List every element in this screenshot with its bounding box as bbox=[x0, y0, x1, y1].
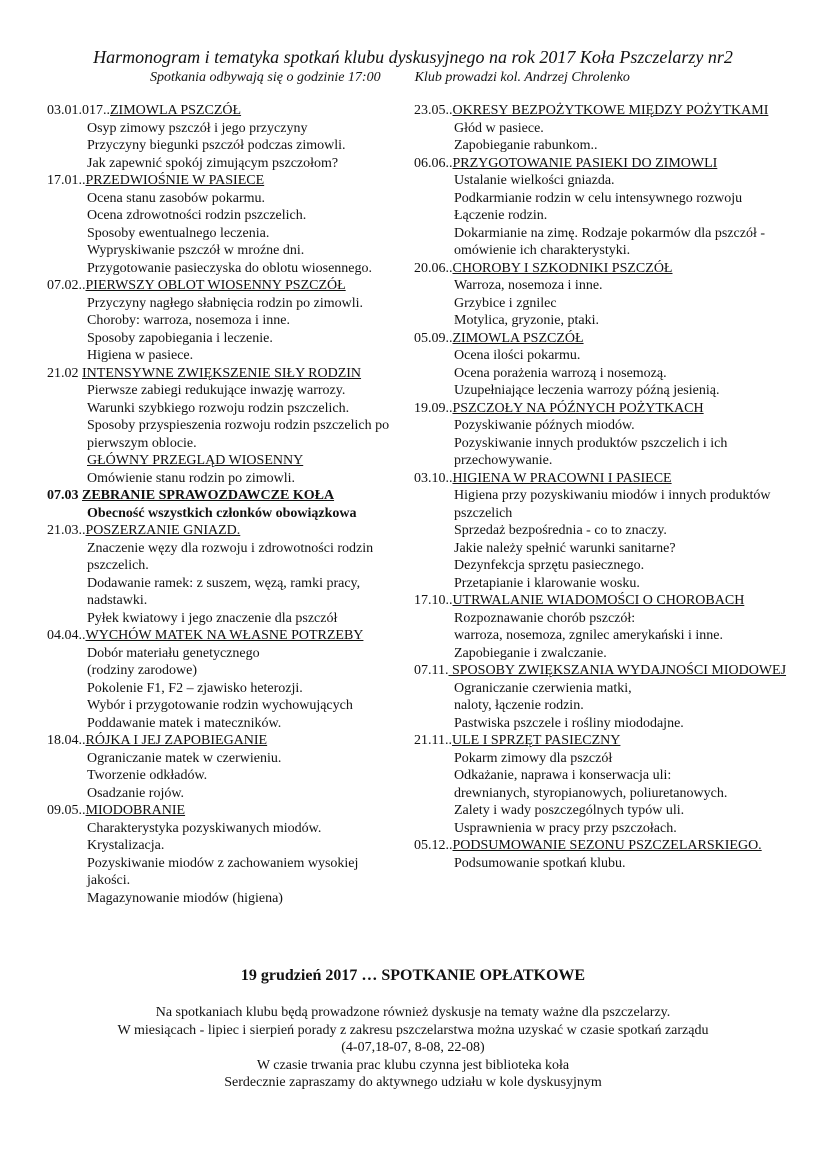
document-subtitle bbox=[150, 69, 630, 87]
topic-detail-line: Sprzedaż bezpośrednia - co to znaczy. bbox=[454, 523, 667, 538]
topic-detail-line: Ocena stanu zasobów pokarmu. bbox=[87, 190, 266, 206]
topic-detail-line: Pozyskiwanie późnych miodów. bbox=[454, 418, 635, 433]
topic-detail-line: Wypryskiwanie pszczół w mroźne dni. bbox=[87, 243, 305, 258]
topic-detail-line: Higiena przy pozyskiwaniu miodów i innych produktów pszczelich bbox=[454, 488, 771, 521]
entry-header bbox=[414, 470, 794, 488]
schedule-entry bbox=[47, 102, 392, 172]
topic-detail-line: Zalety i wady poszczególnych typów uli. bbox=[454, 803, 685, 818]
meeting-date: 20.06.. bbox=[414, 260, 453, 276]
topic-detail-line: Grzybice i zgnilec bbox=[454, 295, 557, 311]
entry-header bbox=[47, 277, 392, 295]
topic-detail-line: naloty, łączenie rodzin. bbox=[454, 698, 584, 713]
topic-detail-line: Osadzanie rojów. bbox=[87, 785, 185, 801]
meeting-topic: RÓJKA I JEJ ZAPOBIEGANIE bbox=[85, 733, 268, 748]
topic-detail-line: Pierwsze zabiegi redukujące inwazję warrozy. bbox=[87, 383, 346, 398]
christmas-meeting-announcement: 19 grudzień 2017 … SPOTKANIE OPŁATKOWE bbox=[240, 967, 586, 984]
topic-detail-line: Podkarmianie rodzin w celu intensywnego rozwoju bbox=[454, 190, 743, 206]
meeting-date: 21.11.. bbox=[414, 733, 452, 748]
meeting-topic: PRZEDWIOŚNIE W PASIECE bbox=[85, 173, 265, 188]
topic-detail-line: Dobór materiału genetycznego bbox=[87, 645, 260, 661]
topic-detail-line: Motylica, gryzonie, ptaki. bbox=[454, 313, 600, 328]
topic-detail-line: Przygotowanie pasieczyska do oblotu wiosennego. bbox=[87, 260, 372, 276]
topic-detail-line: Uzupełniające leczenia warrozy późną jesienią. bbox=[454, 383, 720, 398]
topic-detail-line: Warroza, nosemoza i inne. bbox=[454, 278, 603, 293]
entry-header bbox=[414, 837, 794, 855]
meeting-topic: PSZCZOŁY NA PÓŹNYCH POŻYTKACH bbox=[452, 400, 704, 416]
meeting-date: 06.06.. bbox=[414, 155, 453, 171]
topic-detail-line: Dezynfekcja sprzętu pasiecznego. bbox=[454, 558, 645, 573]
schedule-entry bbox=[414, 260, 794, 330]
topic-detail-line: Pozyskiwanie innych produktów pszczelich i ich przechowywanie. bbox=[454, 435, 728, 468]
topic-detail-line: Zapobieganie rabunkom.. bbox=[454, 138, 598, 153]
topic-detail-line: Choroby: warroza, nosemoza i inne. bbox=[87, 313, 290, 328]
meeting-date: 17.10.. bbox=[414, 593, 453, 608]
entry-header bbox=[414, 102, 794, 120]
club-host: Klub prowadzi kol. Andrzej Chrolenko bbox=[414, 70, 630, 85]
entry-header bbox=[414, 662, 794, 680]
schedule-left-column bbox=[47, 102, 392, 907]
topic-detail-line: Ustalanie wielkości gniazda. bbox=[454, 173, 615, 188]
topic-detail-line: Pokolenie F1, F2 – zjawisko heterozji. bbox=[87, 680, 303, 696]
entry-header bbox=[47, 802, 392, 820]
topic-detail-line: Ocena zdrowotności rodzin pszczelich. bbox=[87, 208, 307, 223]
meeting-topic: WYCHÓW MATEK NA WŁASNE POTRZEBY bbox=[85, 628, 364, 643]
meeting-topic: INTENSYWNE ZWIĘKSZENIE SIŁY RODZIN bbox=[82, 365, 362, 381]
topic-detail-line: Tworzenie odkładów. bbox=[87, 768, 208, 783]
meeting-topic: ZIMOWLA PSZCZÓŁ bbox=[452, 330, 584, 346]
schedule-entry bbox=[47, 732, 392, 802]
topic-detail-line: Jak zapewnić spokój zimującym pszczołom? bbox=[87, 155, 339, 171]
schedule-entry bbox=[414, 330, 794, 400]
meeting-date: 23.05.. bbox=[414, 103, 453, 118]
meeting-topic: ZIMOWLA PSZCZÓŁ bbox=[110, 103, 242, 118]
schedule-entry bbox=[414, 470, 794, 593]
meeting-topic: PODSUMOWANIE SEZONU PSZCZELARSKIEGO. bbox=[452, 838, 762, 853]
topic-detail-line: Ograniczanie czerwienia matki, bbox=[454, 680, 632, 696]
meeting-date: 05.09.. bbox=[414, 330, 453, 346]
topic-detail-line: Wybór i przygotowanie rodzin wychowujących bbox=[87, 698, 353, 713]
schedule-entry bbox=[47, 365, 392, 453]
meeting-topic: MIODOBRANIE bbox=[85, 803, 186, 818]
meeting-date: 05.12.. bbox=[414, 838, 453, 853]
meeting-topic: PIERWSZY OBLOT WIOSENNY PSZCZÓŁ bbox=[85, 278, 346, 293]
schedule-entry bbox=[414, 592, 794, 662]
meeting-date: 07.03 bbox=[47, 488, 82, 503]
schedule-entry bbox=[414, 155, 794, 260]
schedule-entry bbox=[47, 277, 392, 365]
schedule-entry bbox=[414, 400, 794, 470]
topic-detail-line: Głód w pasiece. bbox=[454, 120, 544, 136]
topic-detail-line: drewnianych, styropianowych, poliuretanowych. bbox=[454, 785, 728, 801]
footer-line: W miesiącach - lipiec i sierpień porady z zakresu pszczelarstwa można uzyskać w czasie spotkań zarządu bbox=[117, 1022, 709, 1038]
topic-detail-line: Podsumowanie spotkań klubu. bbox=[454, 855, 626, 871]
topic-detail-line: Osyp zimowy pszczół i jego przyczyny bbox=[87, 120, 308, 136]
entry-header bbox=[47, 732, 392, 750]
topic-detail-line: Warunki szybkiego rozwoju rodzin pszczelich. bbox=[87, 400, 350, 416]
topic-detail-line: Pozyskiwanie miodów z zachowaniem wysokiej jakości. bbox=[87, 855, 359, 888]
entry-header bbox=[414, 260, 794, 278]
meeting-date: 03.01.017.. bbox=[47, 103, 110, 118]
topic-detail-line: Usprawnienia w pracy przy pszczołach. bbox=[454, 820, 677, 836]
topic-detail-line: Odkażanie, naprawa i konserwacja uli: bbox=[454, 768, 672, 783]
topic-detail-line: Ograniczanie matek w czerwieniu. bbox=[87, 750, 282, 766]
topic-detail-line: Sposoby ewentualnego leczenia. bbox=[87, 225, 270, 241]
document-title: Harmonogram i tematyka spotkań klubu dyskusyjnego na rok 2017 Koła Pszczelarzy nr2 bbox=[93, 47, 733, 67]
footer-line: W czasie trwania prac klubu czynna jest biblioteka koła bbox=[256, 1057, 570, 1073]
topic-detail-line: Zapobieganie i zwalczanie. bbox=[454, 645, 607, 661]
topic-detail-line: Rozpoznawanie chorób pszczół: bbox=[454, 610, 636, 626]
topic-detail-line: Obecność wszystkich członków obowiązkowa bbox=[87, 505, 357, 521]
topic-detail-line: Dodawanie ramek: z suszem, węzą, ramki pracy, nadstawki. bbox=[87, 575, 361, 608]
meeting-topic: UTRWALANIE WIADOMOŚCI O CHOROBACH bbox=[452, 593, 745, 608]
topic-detail-line: (rodziny zarodowe) bbox=[87, 663, 198, 678]
footer-line: Na spotkaniach klubu będą prowadzone również dyskusje na tematy ważne dla pszczelarzy. bbox=[155, 1005, 671, 1020]
topic-detail-line: Znaczenie węzy dla rozwoju i zdrowotności rodzin pszczelich. bbox=[87, 540, 374, 573]
meeting-date: 03.10.. bbox=[414, 470, 453, 486]
schedule-entry bbox=[414, 662, 794, 732]
footer-notes bbox=[0, 1004, 826, 1092]
topic-detail-line: Ocena ilości pokarmu. bbox=[454, 348, 581, 363]
topic-detail-line: Pyłek kwiatowy i jego znaczenie dla pszczół bbox=[87, 610, 338, 626]
entry-header bbox=[47, 172, 392, 190]
topic-detail-line: Przyczyny nagłego słabnięcia rodzin po zimowli. bbox=[87, 295, 364, 311]
schedule-entry bbox=[414, 837, 794, 872]
meeting-topic: PRZYGOTOWANIE PASIEKI DO ZIMOWLI bbox=[452, 155, 718, 171]
topic-detail-line: Pokarm zimowy dla pszczół bbox=[454, 750, 613, 766]
topic-detail-line: Jakie należy spełnić warunki sanitarne? bbox=[454, 540, 676, 556]
entry-header bbox=[47, 522, 392, 540]
entry-header bbox=[414, 592, 794, 610]
meeting-date: 21.02 bbox=[47, 365, 82, 381]
topic-detail-line: Magazynowanie miodów (higiena) bbox=[87, 890, 283, 906]
meeting-topic: ZEBRANIE SPRAWOZDAWCZE KOŁA bbox=[82, 488, 335, 503]
footer-line: Serdecznie zapraszamy do aktywnego udziału w kole dyskusyjnym bbox=[224, 1075, 602, 1090]
topic-detail-line: Sposoby przyspieszenia rozwoju rodzin pszczelich po pierwszym oblocie. bbox=[87, 418, 390, 451]
schedule-entry bbox=[47, 522, 392, 627]
topic-detail-line: Krystalizacja. bbox=[87, 838, 165, 853]
meeting-topic: HIGIENA W PRACOWNI I PASIECE bbox=[452, 470, 672, 486]
meeting-topic: CHOROBY I SZKODNIKI PSZCZÓŁ bbox=[452, 260, 673, 276]
meeting-topic: GŁÓWNY PRZEGLĄD WIOSENNY bbox=[87, 453, 304, 468]
meeting-topic: ULE I SPRZĘT PASIECZNY bbox=[451, 733, 621, 748]
meeting-time: Spotkania odbywają się o godzinie 17:00 bbox=[150, 70, 381, 85]
topic-detail-line: Poddawanie matek i mateczników. bbox=[87, 715, 282, 731]
entry-header bbox=[47, 487, 392, 505]
topic-detail-line: Omówienie stanu rodzin po zimowli. bbox=[87, 470, 296, 486]
topic-detail-line: Przetapianie i klarowanie wosku. bbox=[454, 575, 640, 591]
topic-detail-line: Ocena porażenia warrozą i nosemozą. bbox=[454, 365, 667, 381]
meeting-date: 07.02.. bbox=[47, 278, 86, 293]
meeting-date: 07.11. bbox=[414, 663, 449, 678]
entry-header bbox=[414, 400, 794, 418]
entry-header bbox=[414, 330, 794, 348]
schedule-entry bbox=[414, 732, 794, 837]
entry-header bbox=[47, 365, 392, 383]
meeting-date: 04.04.. bbox=[47, 628, 86, 643]
entry-header bbox=[414, 155, 794, 173]
entry-header bbox=[47, 102, 392, 120]
meeting-topic: SPOSOBY ZWIĘKSZANIA WYDAJNOŚCI MIODOWEJ bbox=[448, 663, 787, 678]
entry-header bbox=[47, 452, 392, 470]
topic-detail-line: Higiena w pasiece. bbox=[87, 348, 194, 363]
topic-detail-line: Łączenie rodzin. bbox=[454, 208, 548, 223]
footer-line: (4-07,18-07, 8-08, 22-08) bbox=[341, 1040, 485, 1055]
topic-detail-line: Charakterystyka pozyskiwanych miodów. bbox=[87, 820, 322, 836]
topic-detail-line: Pastwiska pszczele i rośliny miododajne. bbox=[454, 715, 684, 731]
topic-detail-line: warroza, nosemoza, zgnilec amerykański i inne. bbox=[454, 628, 724, 643]
schedule-right-column bbox=[414, 102, 794, 872]
entry-header bbox=[47, 627, 392, 645]
meeting-date: 09.05.. bbox=[47, 803, 86, 818]
meeting-topic: POSZERZANIE GNIAZD. bbox=[85, 523, 241, 538]
meeting-date: 19.09.. bbox=[414, 400, 453, 416]
schedule-entry bbox=[47, 802, 392, 907]
schedule-entry bbox=[47, 627, 392, 732]
meeting-date: 21.03.. bbox=[47, 523, 86, 538]
topic-detail-line: Przyczyny biegunki pszczół podczas zimowli. bbox=[87, 138, 346, 153]
schedule-entry bbox=[47, 452, 392, 487]
meeting-date: 17.01.. bbox=[47, 173, 86, 188]
meeting-topic: OKRESY BEZPOŻYTKOWE MIĘDZY POŻYTKAMI bbox=[452, 103, 769, 118]
meeting-date: 18.04.. bbox=[47, 733, 86, 748]
topic-detail-line: Sposoby zapobiegania i leczenie. bbox=[87, 330, 273, 346]
schedule-entry bbox=[414, 102, 794, 155]
topic-detail-line: Dokarmianie na zimę. Rodzaje pokarmów dla pszczół - omówienie ich charakterystyki. bbox=[454, 225, 765, 258]
schedule-entry bbox=[47, 172, 392, 277]
entry-header bbox=[414, 732, 794, 750]
schedule-entry bbox=[47, 487, 392, 522]
